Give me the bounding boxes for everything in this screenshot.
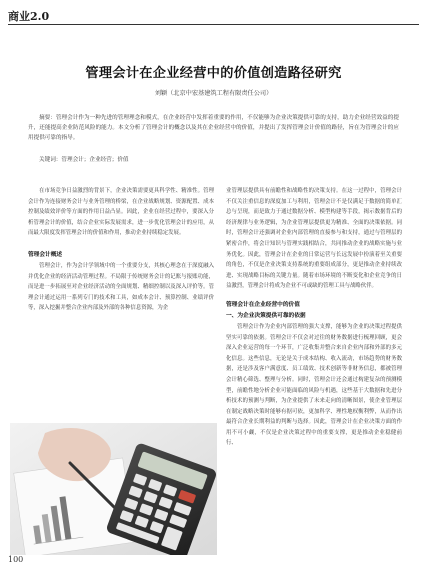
header-rule [8,24,419,25]
journal-name: 商业2.0 [8,10,50,23]
abstract: 摘要：管理会计作为一种先进的管理理念和模式，在企业经营中发挥着重要的作用，不仅能够为企业决策提供可靠的支持，助力企业经营效益的提升，还能提高企业防范风险的能力。本文分析了管理会计的概念以及其在企业经营中的价值，并提出了发挥管理会计价值的路径，旨在为管理会计的应用提供可靠的指导。 [28,115,399,142]
author-line: 刘颖（北京中宏基建筑工程有限责任公司） [154,90,273,97]
section-heading: 管理会计在企业经营中的价值 [226,301,300,308]
page-number: 100 [8,555,24,564]
left-column [28,186,214,314]
subsection-heading: 一、为企业决策提供可靠的依据 [226,312,306,319]
body-paragraph: 管理会计，作为会计学领域中的一个重要分支，其核心理念在于深度融入并优化企业的经济活动管理过程。不局限于传统财务会计的记账与报账功能，而是进一步拓展至对企业经济活动的全面规划、精细控制以及深入评价等。管理会计通过运用一系列专门的技术和工具，如成本会计、预算控制、业绩评价等，深入挖掘并整合企业内部及外部的各种信息资源，为企 [28,262,214,312]
section-heading: 管理会计概述 [28,251,63,258]
body-paragraph: 管理会计作为企业内部管理的强大支撑，能够为企业的决策过程提供坚实可靠的依据。管理会计不仅会对过往的财务数据进行梳理回顾，更会深入企业运营的每一个环节，广泛收集并整合来自企业内部和外部的多元化信息。这些信息，无论是关于成本结构、收入流动，市场趋势的财务数据，还是涉及客户满意度、员工绩效、技术创新等非财务信息，都被管理会计精心筛选、整理与分析。同时，管理会计还会通过构建复杂的预测模型，前瞻性地分析企业可能面临的风险与机遇，这些基于大数据和先进分析技术的预测与判断，为企业提供了未来走向的清晰图景，使企业管理层在制定战略决策时能够有据可依，更加科学、理性地权衡利弊，从而作出最符合企业长期利益的判断与选择。因此，管理会计在企业决策方面的作用不可小觑，不仅是企业决策过程中的重要支撑，更是推动企业稳健前行、 [226,323,402,447]
body-paragraph: 业管理层提供具有前瞻性和战略性的决策支持。在这一过程中，管理会计不仅关注重信息的深度加工与利用，管理会计不是仅满足于数据的简单汇总与呈现，而是致力于通过数据分析、模型构建等手段，揭示数据背后的经济规律与业务逻辑，为企业管理层提供更为精准、全面的决策依据。同时，管理会计还强调对企业内部管理的直接参与和支持，通过与管理层的紧密合作，将会计知识与管理实践相结合，共同推动企业的战略实施与业务优化。因此，管理会计在企业的日常运营与长远发展中扮演着至关重要的角色，不仅是企业决策支持系统的重要组成部分，更是推动企业持续改进、实现战略目标的关键力量。随着市场环境的不断变化和企业竞争的日益激烈，管理会计将成为企业不可或缺的管理工具与战略伙伴。 [226,188,402,290]
calculator-photo [10,423,217,555]
right-column [226,186,402,449]
keywords: 关键词：管理会计；企业经营；价值 [39,157,129,163]
article-title: 管理会计在企业经营中的价值创造路径研究 [85,66,342,81]
intro-paragraph: 在市场竞争日益激烈的背景下，企业决策需要更具科学性、精准性。管理会计作为连接财务会计与业务管理的桥梁，在企业战略规划、资源配置、成本控制及绩效评价等方面的作用日益凸显。因此，企业在经营过程中，要深入分析管理会计的价值，结合企业实际发展需求，进一步优化管理会计的应用，从而最大限度发挥管理会计的价值和作用，推动企业持续稳定发展。 [28,188,214,237]
